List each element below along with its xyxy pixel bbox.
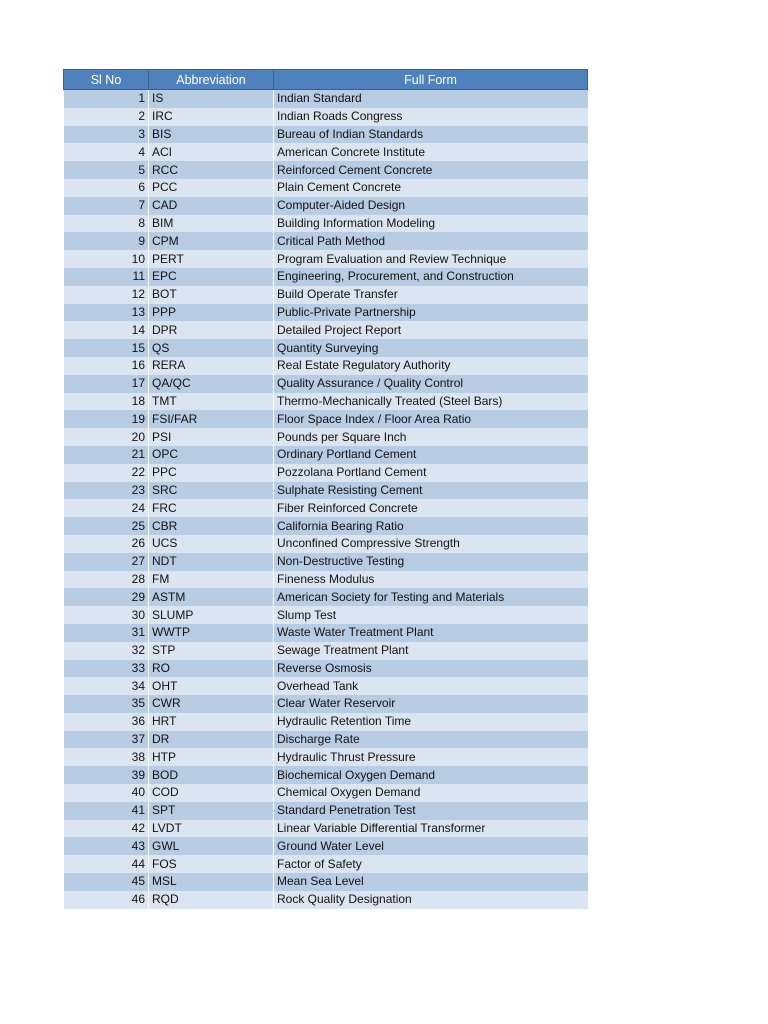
full-form-cell: Waste Water Treatment Plant [274, 624, 588, 642]
table-row [64, 784, 588, 802]
full-form-cell: Indian Roads Congress [274, 108, 588, 126]
full-form-cell: Slump Test [274, 606, 588, 624]
full-form-cell: California Bearing Ratio [274, 517, 588, 535]
full-form-cell: Hydraulic Thrust Pressure [274, 748, 588, 766]
table-row [64, 179, 588, 197]
table-row [64, 304, 588, 322]
sl-no-cell: 5 [64, 161, 149, 179]
full-form-cell: Building Information Modeling [274, 215, 588, 233]
sl-no-cell: 19 [64, 410, 149, 428]
sl-no-cell: 34 [64, 677, 149, 695]
abbreviation-cell: CAD [149, 197, 274, 215]
abbreviation-cell: RQD [149, 891, 274, 909]
table-row [64, 553, 588, 571]
full-form-cell: Ordinary Portland Cement [274, 446, 588, 464]
sl-no-cell: 6 [64, 179, 149, 197]
table-header [64, 70, 588, 90]
sl-no-cell: 11 [64, 268, 149, 286]
abbreviation-cell: IRC [149, 108, 274, 126]
sl-no-cell: 24 [64, 499, 149, 517]
sl-no-cell: 4 [64, 143, 149, 161]
abbreviation-cell: PPC [149, 464, 274, 482]
table-row [64, 677, 588, 695]
table-row [64, 517, 588, 535]
abbreviation-cell: BOD [149, 766, 274, 784]
table-row [64, 695, 588, 713]
abbreviation-cell: CWR [149, 695, 274, 713]
abbreviation-cell: RCC [149, 161, 274, 179]
table-row [64, 108, 588, 126]
abbreviation-cell: FRC [149, 499, 274, 517]
abbreviation-cell: TMT [149, 393, 274, 411]
sl-no-cell: 26 [64, 535, 149, 553]
sl-no-cell: 31 [64, 624, 149, 642]
header-abbreviation: Abbreviation [149, 70, 274, 90]
abbreviation-cell: RERA [149, 357, 274, 375]
table-row [64, 660, 588, 678]
abbreviation-cell: DR [149, 731, 274, 749]
abbreviation-cell: UCS [149, 535, 274, 553]
full-form-cell: Detailed Project Report [274, 321, 588, 339]
abbreviation-cell: STP [149, 642, 274, 660]
table-row [64, 482, 588, 500]
abbreviation-cell: QS [149, 339, 274, 357]
table-row [64, 286, 588, 304]
full-form-cell: Indian Standard [274, 90, 588, 108]
table-row [64, 161, 588, 179]
sl-no-cell: 25 [64, 517, 149, 535]
sl-no-cell: 41 [64, 802, 149, 820]
full-form-cell: Thermo-Mechanically Treated (Steel Bars) [274, 393, 588, 411]
full-form-cell: Program Evaluation and Review Technique [274, 250, 588, 268]
full-form-cell: Reverse Osmosis [274, 660, 588, 678]
table-row [64, 855, 588, 873]
full-form-cell: Plain Cement Concrete [274, 179, 588, 197]
sl-no-cell: 1 [64, 90, 149, 108]
full-form-cell: Pounds per Square Inch [274, 428, 588, 446]
table-row [64, 535, 588, 553]
table-row [64, 250, 588, 268]
sl-no-cell: 44 [64, 855, 149, 873]
sl-no-cell: 38 [64, 748, 149, 766]
sl-no-cell: 23 [64, 482, 149, 500]
full-form-cell: Standard Penetration Test [274, 802, 588, 820]
full-form-cell: Critical Path Method [274, 232, 588, 250]
full-form-cell: Clear Water Reservoir [274, 695, 588, 713]
abbreviation-cell: PERT [149, 250, 274, 268]
sl-no-cell: 42 [64, 820, 149, 838]
abbreviation-cell: SPT [149, 802, 274, 820]
full-form-cell: Sewage Treatment Plant [274, 642, 588, 660]
table-row [64, 393, 588, 411]
full-form-cell: Engineering, Procurement, and Construction [274, 268, 588, 286]
table-row [64, 606, 588, 624]
full-form-cell: Sulphate Resisting Cement [274, 482, 588, 500]
table-row [64, 232, 588, 250]
table-body [64, 90, 588, 909]
table-row [64, 357, 588, 375]
abbreviation-cell: HTP [149, 748, 274, 766]
sl-no-cell: 36 [64, 713, 149, 731]
table-row [64, 268, 588, 286]
table-row [64, 446, 588, 464]
table-row [64, 748, 588, 766]
table-row [64, 375, 588, 393]
table-row [64, 802, 588, 820]
sl-no-cell: 10 [64, 250, 149, 268]
sl-no-cell: 29 [64, 588, 149, 606]
full-form-cell: Rock Quality Designation [274, 891, 588, 909]
full-form-cell: Chemical Oxygen Demand [274, 784, 588, 802]
header-sl-no: Sl No [64, 70, 149, 90]
sl-no-cell: 28 [64, 571, 149, 589]
table-row [64, 642, 588, 660]
abbreviation-cell: BIM [149, 215, 274, 233]
header-row [64, 70, 588, 90]
abbreviation-cell: FOS [149, 855, 274, 873]
table-row [64, 624, 588, 642]
full-form-cell: Factor of Safety [274, 855, 588, 873]
sl-no-cell: 32 [64, 642, 149, 660]
abbreviation-cell: BIS [149, 126, 274, 144]
table-row [64, 713, 588, 731]
full-form-cell: Non-Destructive Testing [274, 553, 588, 571]
table-row [64, 873, 588, 891]
abbreviation-cell: PPP [149, 304, 274, 322]
abbreviation-cell: PSI [149, 428, 274, 446]
sl-no-cell: 8 [64, 215, 149, 233]
sl-no-cell: 37 [64, 731, 149, 749]
sl-no-cell: 30 [64, 606, 149, 624]
table-row [64, 215, 588, 233]
sl-no-cell: 43 [64, 837, 149, 855]
abbreviation-cell: CBR [149, 517, 274, 535]
full-form-cell: Quantity Surveying [274, 339, 588, 357]
abbreviation-table [63, 69, 588, 909]
full-form-cell: Computer-Aided Design [274, 197, 588, 215]
full-form-cell: Quality Assurance / Quality Control [274, 375, 588, 393]
abbreviation-cell: EPC [149, 268, 274, 286]
sl-no-cell: 35 [64, 695, 149, 713]
table-row [64, 837, 588, 855]
abbreviation-cell: MSL [149, 873, 274, 891]
sl-no-cell: 16 [64, 357, 149, 375]
abbreviation-cell: OHT [149, 677, 274, 695]
full-form-cell: Build Operate Transfer [274, 286, 588, 304]
abbreviation-cell: HRT [149, 713, 274, 731]
abbreviation-cell: COD [149, 784, 274, 802]
abbreviation-cell: ACI [149, 143, 274, 161]
abbreviation-cell: ASTM [149, 588, 274, 606]
abbreviation-cell: PCC [149, 179, 274, 197]
sl-no-cell: 13 [64, 304, 149, 322]
sl-no-cell: 12 [64, 286, 149, 304]
abbreviation-cell: LVDT [149, 820, 274, 838]
sl-no-cell: 27 [64, 553, 149, 571]
table-row [64, 410, 588, 428]
table-row [64, 766, 588, 784]
sl-no-cell: 40 [64, 784, 149, 802]
abbreviation-cell: OPC [149, 446, 274, 464]
full-form-cell: Ground Water Level [274, 837, 588, 855]
full-form-cell: American Concrete Institute [274, 143, 588, 161]
sl-no-cell: 33 [64, 660, 149, 678]
full-form-cell: Discharge Rate [274, 731, 588, 749]
table-row [64, 499, 588, 517]
table-row [64, 464, 588, 482]
table-row [64, 143, 588, 161]
table-row [64, 197, 588, 215]
sl-no-cell: 14 [64, 321, 149, 339]
full-form-cell: Fiber Reinforced Concrete [274, 499, 588, 517]
sl-no-cell: 18 [64, 393, 149, 411]
abbreviation-cell: IS [149, 90, 274, 108]
full-form-cell: Unconfined Compressive Strength [274, 535, 588, 553]
full-form-cell: Real Estate Regulatory Authority [274, 357, 588, 375]
table-row [64, 428, 588, 446]
full-form-cell: Public-Private Partnership [274, 304, 588, 322]
table-row [64, 321, 588, 339]
table-row [64, 891, 588, 909]
abbreviation-cell: DPR [149, 321, 274, 339]
full-form-cell: Overhead Tank [274, 677, 588, 695]
header-full-form: Full Form [274, 70, 588, 90]
full-form-cell: Bureau of Indian Standards [274, 126, 588, 144]
sl-no-cell: 7 [64, 197, 149, 215]
abbreviation-cell: RO [149, 660, 274, 678]
full-form-cell: Pozzolana Portland Cement [274, 464, 588, 482]
full-form-cell: American Society for Testing and Materials [274, 588, 588, 606]
sl-no-cell: 45 [64, 873, 149, 891]
abbreviation-cell: CPM [149, 232, 274, 250]
full-form-cell: Hydraulic Retention Time [274, 713, 588, 731]
table-row [64, 820, 588, 838]
abbreviation-cell: GWL [149, 837, 274, 855]
abbreviation-cell: NDT [149, 553, 274, 571]
sl-no-cell: 3 [64, 126, 149, 144]
abbreviation-cell: SLUMP [149, 606, 274, 624]
sl-no-cell: 21 [64, 446, 149, 464]
full-form-cell: Floor Space Index / Floor Area Ratio [274, 410, 588, 428]
abbreviation-cell: SRC [149, 482, 274, 500]
sl-no-cell: 20 [64, 428, 149, 446]
abbreviation-cell: FSI/FAR [149, 410, 274, 428]
sl-no-cell: 2 [64, 108, 149, 126]
abbreviation-cell: WWTP [149, 624, 274, 642]
full-form-cell: Biochemical Oxygen Demand [274, 766, 588, 784]
full-form-cell: Linear Variable Differential Transformer [274, 820, 588, 838]
table-row [64, 731, 588, 749]
sl-no-cell: 17 [64, 375, 149, 393]
full-form-cell: Fineness Modulus [274, 571, 588, 589]
table-row [64, 126, 588, 144]
abbreviation-table-container [63, 69, 587, 909]
sl-no-cell: 15 [64, 339, 149, 357]
abbreviation-cell: BOT [149, 286, 274, 304]
abbreviation-cell: FM [149, 571, 274, 589]
abbreviation-cell: QA/QC [149, 375, 274, 393]
full-form-cell: Reinforced Cement Concrete [274, 161, 588, 179]
sl-no-cell: 22 [64, 464, 149, 482]
table-row [64, 339, 588, 357]
table-row [64, 588, 588, 606]
sl-no-cell: 46 [64, 891, 149, 909]
sl-no-cell: 39 [64, 766, 149, 784]
table-row [64, 90, 588, 108]
full-form-cell: Mean Sea Level [274, 873, 588, 891]
table-row [64, 571, 588, 589]
sl-no-cell: 9 [64, 232, 149, 250]
